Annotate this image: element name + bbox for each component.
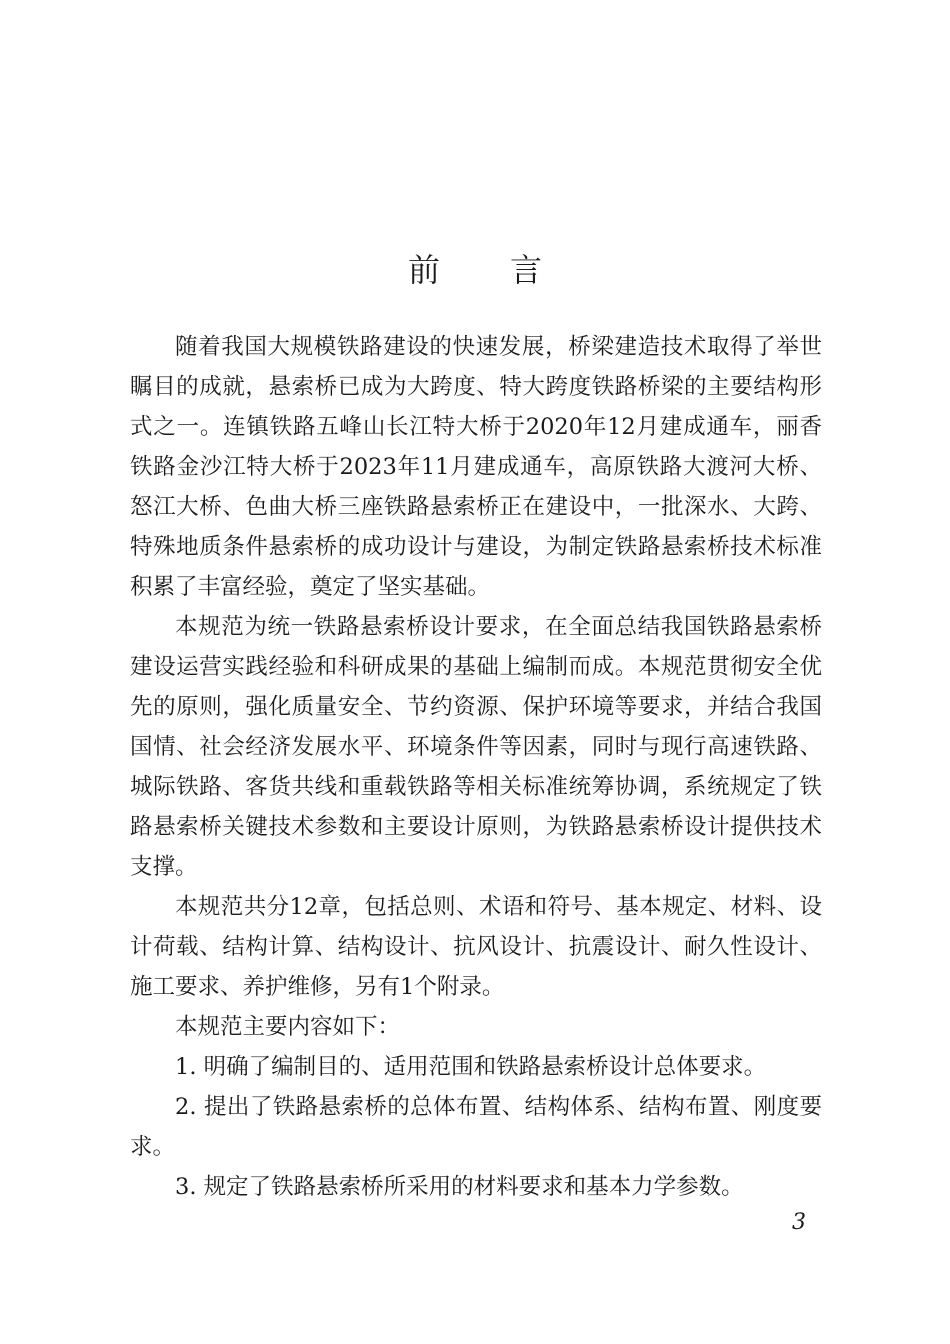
title-char-1: 前 — [407, 251, 440, 289]
list-item-1: 1. 明确了编制目的、适用范围和铁路悬索桥设计总体要求。 — [175, 1054, 767, 1080]
page-title — [0, 248, 950, 292]
list-item-3: 3. 规定了铁路悬索桥所采用的材料要求和基本力学参数。 — [175, 1174, 744, 1200]
paragraph-2: 本规范为统一铁路悬索桥设计要求，在全面总结我国铁路悬索桥建设运营实践经验和科研成果的基础上编制而成。本规范贯彻安全优先的原则，强化质量安全、节约资源、保护环境等要求，并结合我国国情、社会经济发展水平、环境条件等因素，同时与现行高速铁路、城际铁路、客货共线和重载铁路等相关标准统筹协调，系统规定了铁路悬索桥关键技术参数和主要设计原则，为铁路悬索桥设计提供技术支撑。 — [130, 614, 822, 880]
page-number: 3 — [792, 1210, 806, 1235]
paragraph-4: 本规范主要内容如下： — [175, 1014, 401, 1040]
list-item-2: 2. 提出了铁路悬索桥的总体布置、结构体系、结构布置、刚度要求。 — [130, 1094, 822, 1160]
paragraph-3: 本规范共分12章，包括总则、术语和符号、基本规定、材料、设计荷载、结构计算、结构设计、抗风设计、抗震设计、耐久性设计、施工要求、养护维修，另有1个附录。 — [130, 894, 822, 1000]
title-char-2: 言 — [510, 251, 543, 289]
body-text — [130, 327, 822, 1207]
paragraph-1: 随着我国大规模铁路建设的快速发展，桥梁建造技术取得了举世瞩目的成就，悬索桥已成为大跨度、特大跨度铁路桥梁的主要结构形式之一。连镇铁路五峰山长江特大桥于2020年12月建成通车，丽香铁路金沙江特大桥于2023年11月建成通车，高原铁路大渡河大桥、怒江大桥、色曲大桥三座铁路悬索桥正在建设中，一批深水、大跨、特殊地质条件悬索桥的成功设计与建设，为制定铁路悬索桥技术标准积累了丰富经验，奠定了坚实基础。 — [130, 334, 822, 600]
